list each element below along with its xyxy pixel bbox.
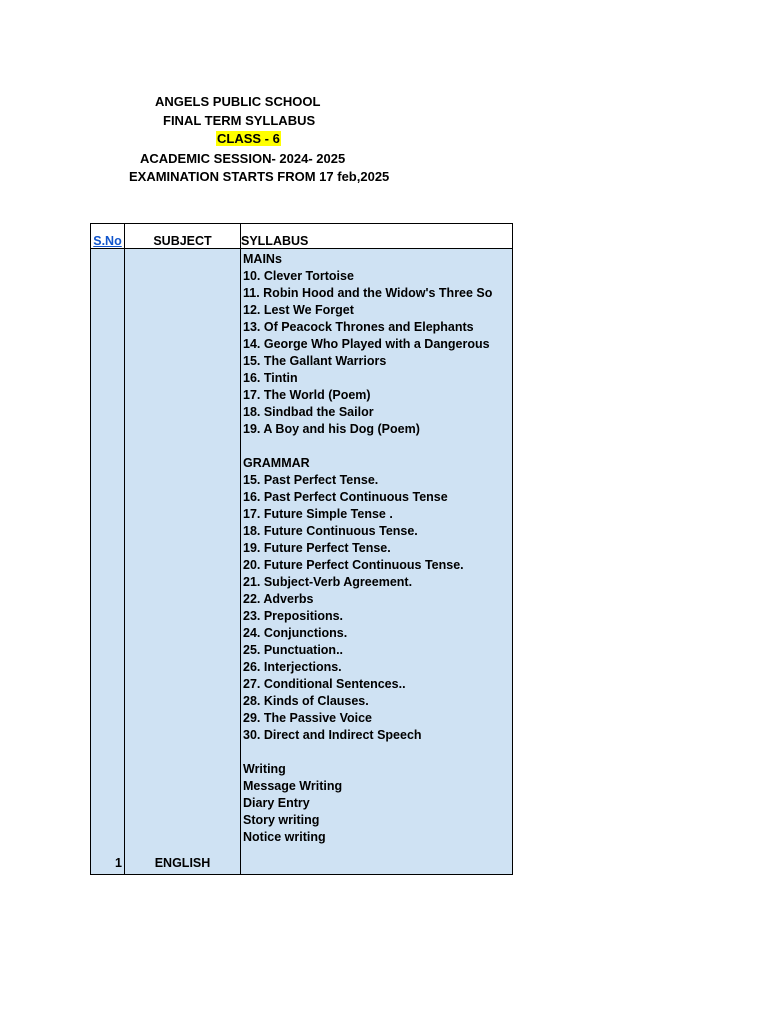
section-spacer — [243, 438, 512, 455]
section-heading-grammar: GRAMMAR — [243, 456, 310, 470]
table-header-row — [91, 224, 513, 249]
syllabus-item: 24. Conjunctions. — [243, 626, 348, 640]
syllabus-item: Story writing — [243, 813, 320, 827]
syllabus-item: 16. Tintin — [243, 371, 298, 385]
syllabus-item: 30. Direct and Indirect Speech — [243, 728, 422, 742]
sno-header-link[interactable]: S.No — [93, 234, 122, 248]
writing-list — [243, 778, 512, 846]
syllabus-item: 19. Future Perfect Tense. — [243, 541, 391, 555]
syllabus-item: 26. Interjections. — [243, 660, 342, 674]
grammar-list — [243, 472, 512, 744]
serial-number-cell: 1 — [91, 249, 125, 875]
subject-cell: ENGLISH — [125, 249, 241, 875]
syllabus-item: 29. The Passive Voice — [243, 711, 373, 725]
syllabus-item: Notice writing — [243, 830, 326, 844]
syllabus-table — [90, 223, 513, 875]
syllabus-item: 22. Adverbs — [243, 592, 314, 606]
syllabus-item: 23. Prepositions. — [243, 609, 344, 623]
syllabus-item: 14. George Who Played with a Dangerous — [243, 337, 490, 351]
syllabus-item: 15. Past Perfect Tense. — [243, 473, 379, 487]
mains-list — [243, 268, 512, 438]
syllabus-item: 17. Future Simple Tense . — [243, 507, 393, 521]
syllabus-item: 11. Robin Hood and the Widow's Three So — [243, 286, 493, 300]
exam-start-date: EXAMINATION STARTS FROM 17 feb,2025 — [129, 169, 390, 184]
syllabus-item: 28. Kinds of Clauses. — [243, 694, 369, 708]
class-label — [216, 129, 281, 148]
column-header-syllabus: SYLLABUS — [241, 224, 513, 249]
syllabus-item: Diary Entry — [243, 796, 310, 810]
school-name: ANGELS PUBLIC SCHOOL — [155, 94, 321, 109]
column-header-sno[interactable] — [91, 224, 125, 249]
syllabus-item: 27. Conditional Sentences.. — [243, 677, 406, 691]
syllabus-item: 25. Punctuation.. — [243, 643, 344, 657]
syllabus-item: 10. Clever Tortoise — [243, 269, 354, 283]
class-highlight: CLASS - 6 — [217, 131, 280, 146]
syllabus-item: 18. Sindbad the Sailor — [243, 405, 374, 419]
syllabus-item: 18. Future Continuous Tense. — [243, 524, 418, 538]
syllabus-item: 17. The World (Poem) — [243, 388, 371, 402]
syllabus-item: 21. Subject-Verb Agreement. — [243, 575, 413, 589]
syllabus-item: 19. A Boy and his Dog (Poem) — [243, 422, 420, 436]
section-heading-writing: Writing — [243, 762, 286, 776]
syllabus-item: Message Writing — [243, 779, 343, 793]
syllabus-item: 16. Past Perfect Continuous Tense — [243, 490, 448, 504]
academic-session: ACADEMIC SESSION- 2024- 2025 — [140, 151, 346, 166]
column-header-subject: SUBJECT — [125, 224, 241, 249]
section-heading-mains: MAINs — [243, 252, 282, 266]
table-row — [91, 249, 513, 875]
syllabus-item: 13. Of Peacock Thrones and Elephants — [243, 320, 474, 334]
syllabus-item: 15. The Gallant Warriors — [243, 354, 387, 368]
term-title: FINAL TERM SYLLABUS — [163, 113, 316, 128]
syllabus-item: 20. Future Perfect Continuous Tense. — [243, 558, 464, 572]
section-spacer — [243, 744, 512, 761]
syllabus-item: 12. Lest We Forget — [243, 303, 354, 317]
syllabus-cell — [241, 249, 513, 875]
